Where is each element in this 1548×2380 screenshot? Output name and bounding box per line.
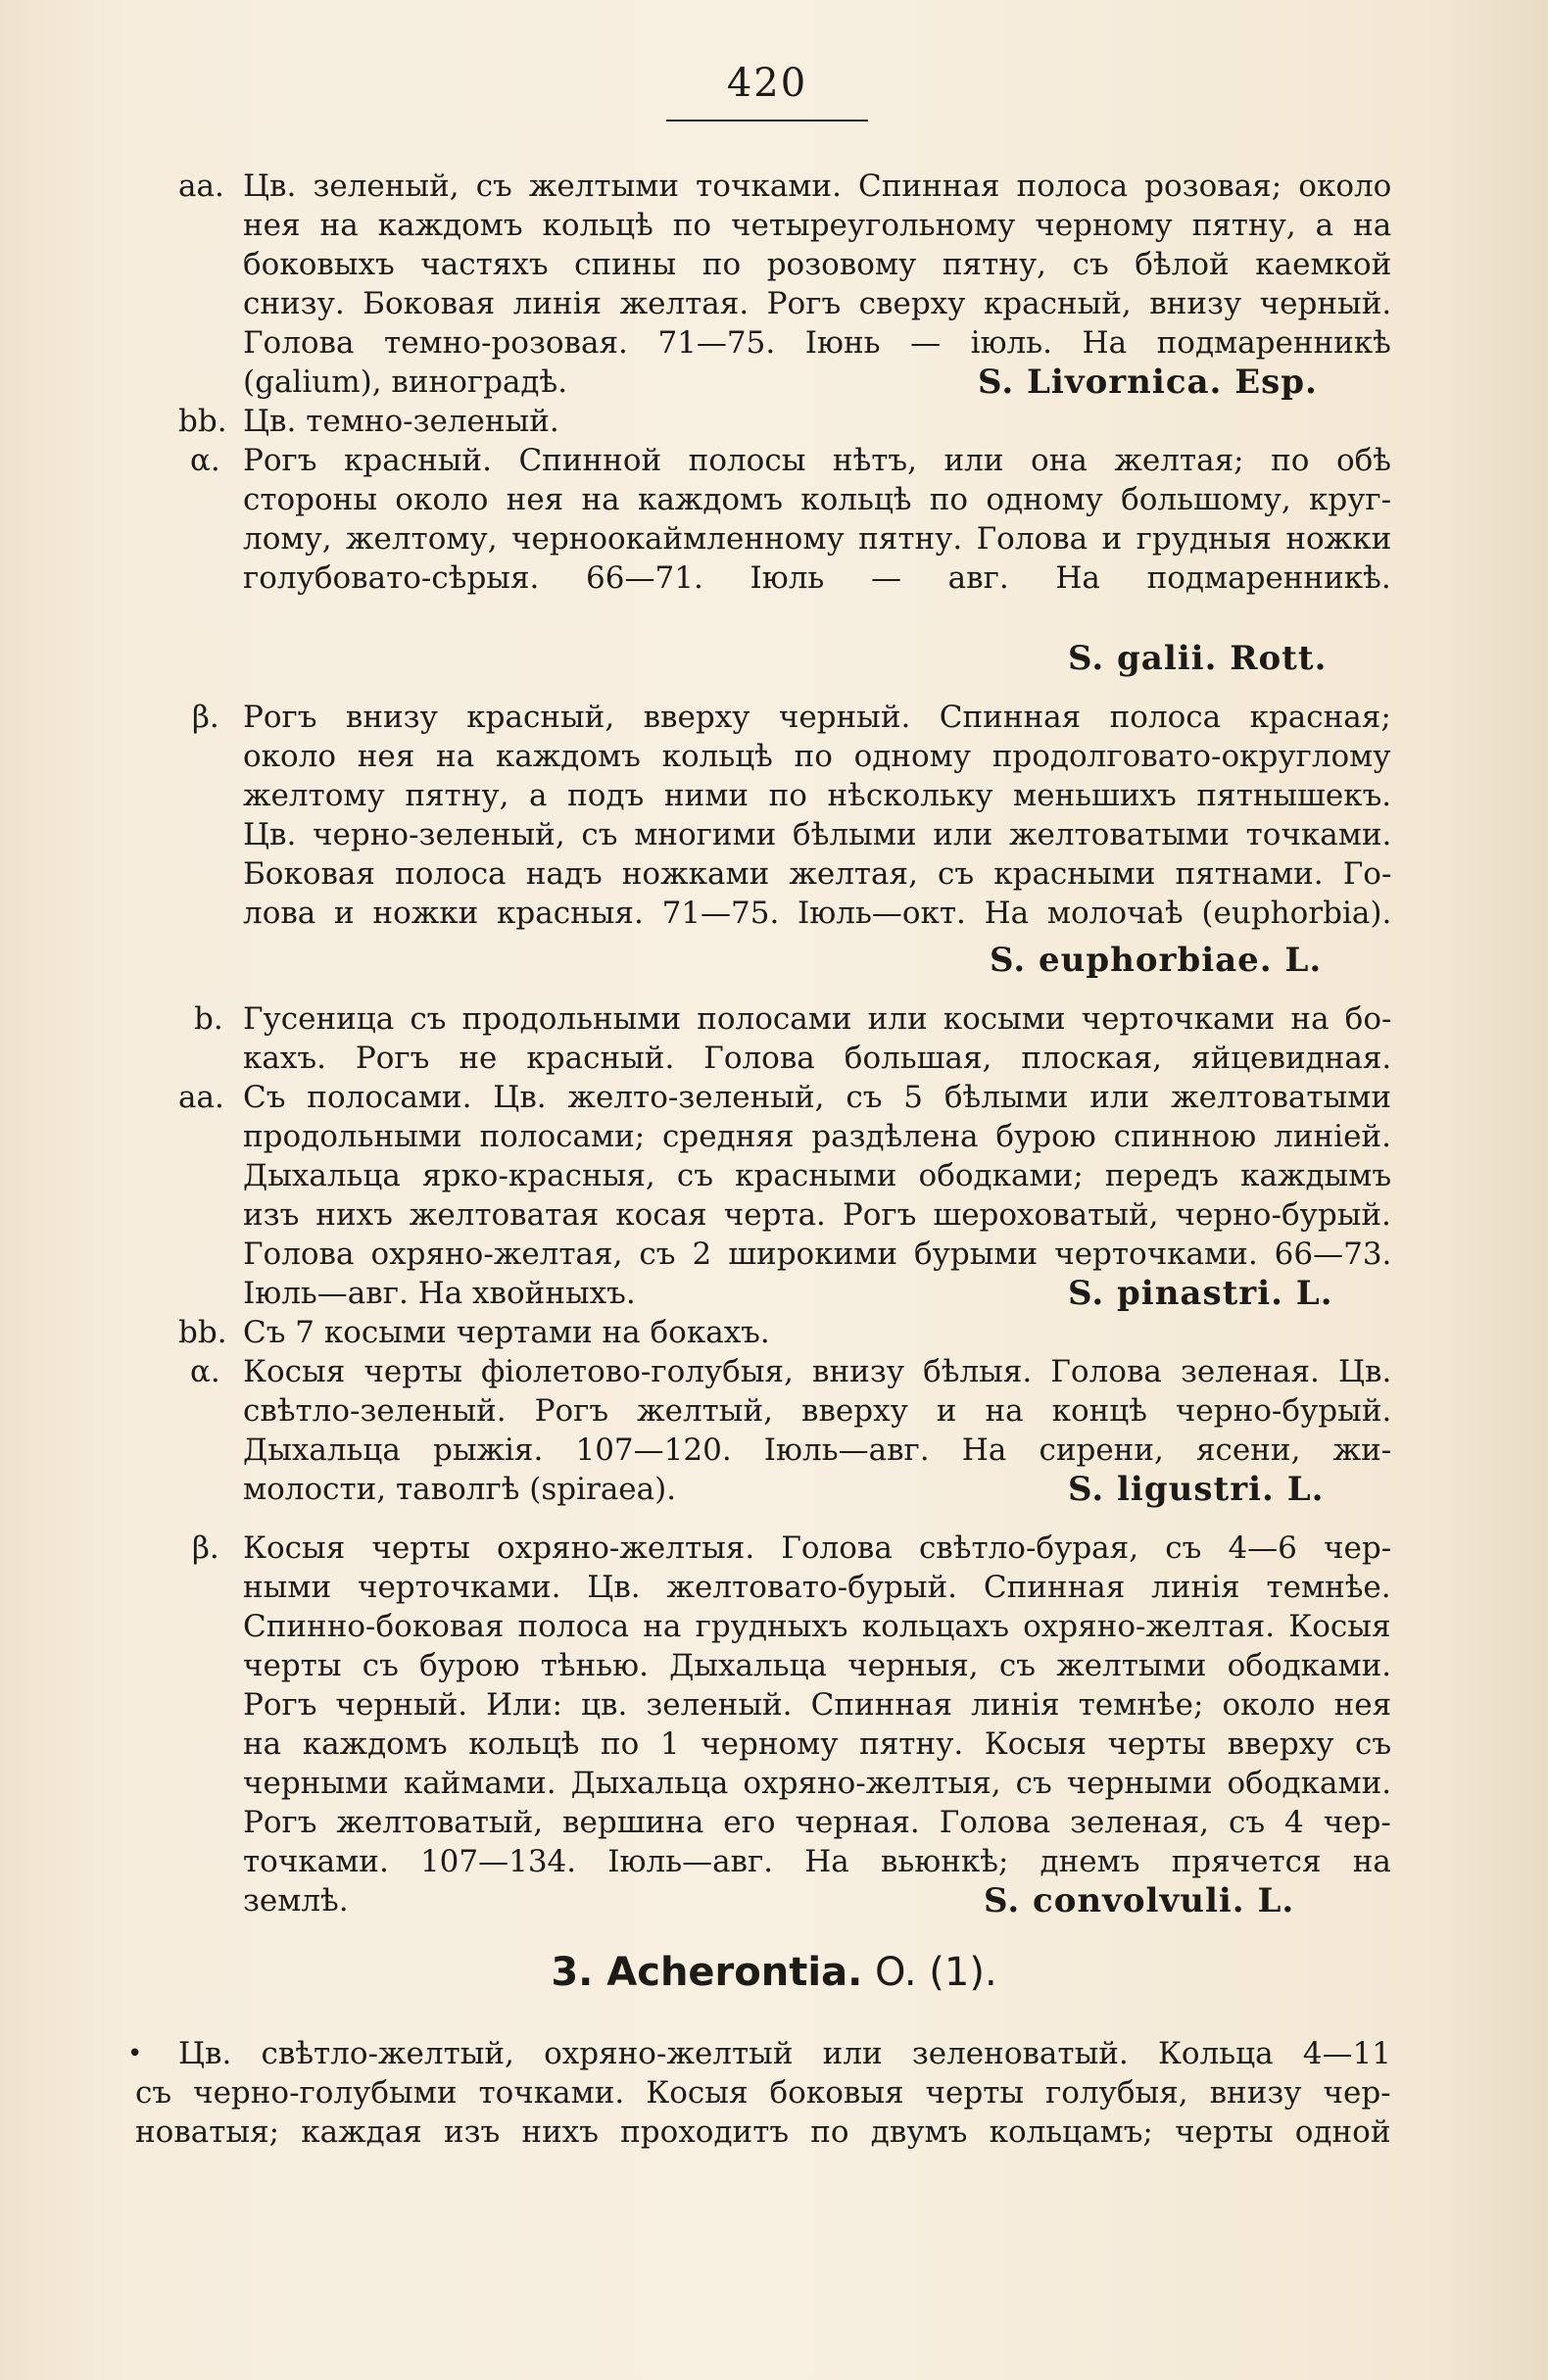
text-line: желтому пятну, а подъ ними по нѣскольку меньшихъ пятнышекъ.	[243, 778, 1392, 813]
entry-label-alpha: α.	[190, 1354, 220, 1389]
text-line: (galium), виноградѣ.	[243, 364, 568, 400]
text-line: Рогъ черный. Или: цв. зеленый. Спинная линія темнѣе; около нея	[243, 1687, 1392, 1723]
text-line: черты съ бурою тѣнью. Дыхальца черныя, съ желтыми ободками.	[243, 1648, 1392, 1683]
text-line: Цв. черно-зеленый, съ многими бѣлыми или желтоватыми точками.	[243, 817, 1392, 852]
text-line: Косыя черты фіолетово-голубыя, внизу бѣлыя. Голова зеленая. Цв.	[243, 1354, 1392, 1389]
text-line: Гусеница съ продольными полосами или косыми черточками на бо-	[243, 1001, 1392, 1037]
text-line: черными каймами. Дыхальца охряно-желтыя, съ черными ободками.	[243, 1766, 1392, 1801]
page-number: 420	[726, 61, 808, 106]
text-line: Дыхальца рыжія. 107—120. Іюль—авг. На сирени, ясени, жи-	[243, 1433, 1392, 1468]
text-line: стороны около нея на каждомъ кольцѣ по одному большому, круг-	[243, 482, 1392, 517]
entry-label-beta: β.	[192, 1530, 219, 1566]
text-line: Рогъ внизу красный, вверху черный. Спинная полоса красная;	[243, 700, 1391, 735]
species-name: S. ligustri. L.	[1068, 1470, 1325, 1509]
species-name: S. euphorbiae. L.	[990, 941, 1323, 980]
text-line: Цв. свѣтло-желтый, охряно-желтый или зеленоватый. Кольца 4—11	[178, 2036, 1391, 2071]
text-line: Спинно-боковая полоса на грудныхъ кольцахъ охряно-желтая. Косыя	[243, 1609, 1391, 1644]
text-line: молости, таволгѣ (spiraea).	[243, 1472, 677, 1507]
entry-label-beta: β.	[192, 700, 219, 735]
text-line: кахъ. Рогъ не красный. Голова большая, плоская, яйцевидная.	[243, 1041, 1392, 1076]
text-line: Цв. зеленый, съ желтыми точками. Спинная полоса розовая; около	[243, 169, 1392, 204]
text-line: Рогъ желтоватый, вершина его черная. Голова зеленая, съ 4 чер-	[243, 1805, 1391, 1840]
text-line: около нея на каждомъ кольцѣ по одному продолговато-округлому	[243, 739, 1391, 774]
text-line: землѣ.	[243, 1883, 349, 1919]
text-line: Съ 7 косыми чертами на бокахъ.	[243, 1315, 770, 1350]
text-line: Голова охряно-желтая, съ 2 широкими бурыми черточками. 66—73.	[243, 1237, 1392, 1272]
text-line: Рогъ красный. Спинной полосы нѣтъ, или она желтая; по обѣ	[243, 443, 1391, 478]
entry-label-bb: bb.	[178, 1315, 227, 1350]
genus-heading	[0, 1948, 1548, 1997]
species-name: S. galii. Rott.	[1068, 639, 1328, 678]
text-line: голубовато-сѣрыя. 66—71. Іюль — авг. На подмаренникѣ.	[243, 560, 1391, 596]
text-line: снизу. Боковая линія желтая. Рогъ сверху красный, внизу черный.	[243, 286, 1392, 321]
species-name: S. pinastri. L.	[1068, 1274, 1333, 1313]
text-line: нея на каждомъ кольцѣ по четыреугольному черному пятну, а на	[243, 208, 1392, 243]
text-line: Іюль—авг. На хвойныхъ.	[243, 1276, 636, 1311]
entry-label-aa: aa.	[178, 1080, 224, 1115]
text-line: съ черно-голубыми точками. Косыя боковыя черты голубыя, внизу чер-	[135, 2075, 1391, 2111]
entry-label-bb: bb.	[178, 404, 227, 439]
entry-label-b: b.	[194, 1001, 223, 1037]
text-line: точками. 107—134. Іюль—авг. На вьюнкѣ; днемъ прячется на	[243, 1844, 1391, 1879]
text-line: Косыя черты охряно-желтыя. Голова свѣтло-бурая, съ 4—6 чер-	[243, 1530, 1392, 1566]
text-line: лому, желтому, черноокаймленному пятну. Голова и грудныя ножки	[243, 521, 1392, 557]
bullet-mark: •	[127, 2039, 143, 2068]
text-line: Дыхальца ярко-красныя, съ красными ободками; передъ каждымъ	[243, 1158, 1392, 1193]
page-number-rule	[666, 120, 868, 121]
species-name: S. convolvuli. L.	[984, 1881, 1295, 1920]
text-line: свѣтло-зеленый. Рогъ желтый, вверху и на концѣ черно-бурый.	[243, 1393, 1392, 1429]
genus-name: 3. Acherontia.	[551, 1950, 863, 1995]
species-name: S. Livornica. Esp.	[978, 363, 1318, 402]
entry-label-aa: aa.	[178, 169, 224, 204]
entry-label-alpha: α.	[190, 443, 220, 478]
text-line: Голова темно-розовая. 71—75. Іюнь — іюль. На подмаренникѣ	[243, 325, 1391, 361]
text-line: на каждомъ кольцѣ по 1 черному пятну. Косыя черты вверху съ	[243, 1726, 1392, 1762]
text-line: Боковая полоса надъ ножками желтая, съ красными пятнами. Го-	[243, 856, 1392, 892]
text-line: Цв. темно-зеленый.	[243, 404, 559, 439]
genus-author-count: O. (1).	[874, 1950, 997, 1995]
text-line: новатыя; каждая изъ нихъ проходитъ по двумъ кольцамъ; черты одной	[135, 2114, 1391, 2150]
text-line: боковыхъ частяхъ спины по розовому пятну, съ бѣлой каемкой	[243, 247, 1392, 282]
text-line: изъ нихъ желтоватая косая черта. Рогъ шероховатый, черно-бурый.	[243, 1197, 1391, 1233]
text-line: ными черточками. Цв. желтовато-бурый. Спинная линія темнѣе.	[243, 1570, 1391, 1605]
text-line: лова и ножки красныя. 71—75. Іюль—окт. На молочаѣ (euphorbia).	[243, 896, 1392, 931]
text-line: продольными полосами; средняя раздѣлена бурою спинною линіей.	[243, 1119, 1391, 1154]
text-line: Съ полосами. Цв. желто-зеленый, съ 5 бѣлыми или желтоватыми	[243, 1080, 1391, 1115]
